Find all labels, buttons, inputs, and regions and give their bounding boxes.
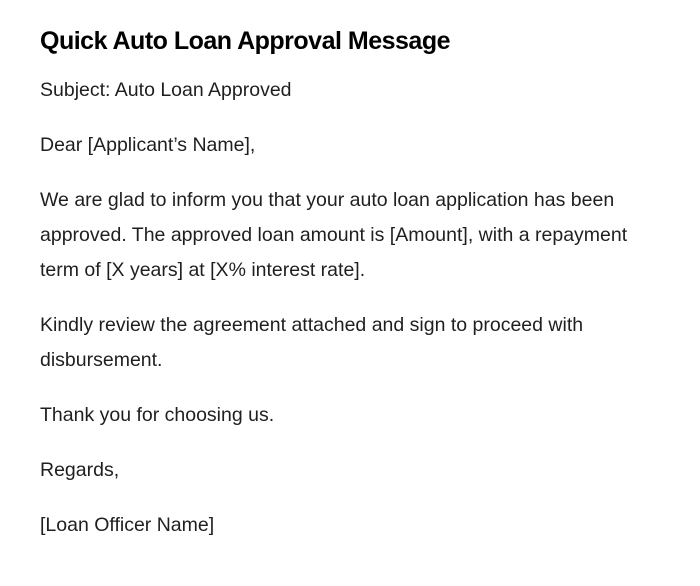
greeting: Dear [Applicant’s Name], (40, 134, 256, 156)
body-paragraph-agreement: Kindly review the agreement attached and sign to proceed with disbursement. (40, 314, 584, 371)
signature-line: [Loan Officer Name] (40, 514, 215, 536)
body-paragraph-approval: We are glad to inform you that your auto loan application has been approved. The approved loan amount is [Amount], with a repayment term of [X years] at [X% interest rate]. (40, 189, 628, 281)
closing-line: Regards, (40, 459, 120, 481)
subject-line: Subject: Auto Loan Approved (40, 79, 292, 101)
message-document (40, 24, 660, 563)
thank-you-line: Thank you for choosing us. (40, 404, 275, 426)
page-title: Quick Auto Loan Approval Message (40, 27, 451, 55)
